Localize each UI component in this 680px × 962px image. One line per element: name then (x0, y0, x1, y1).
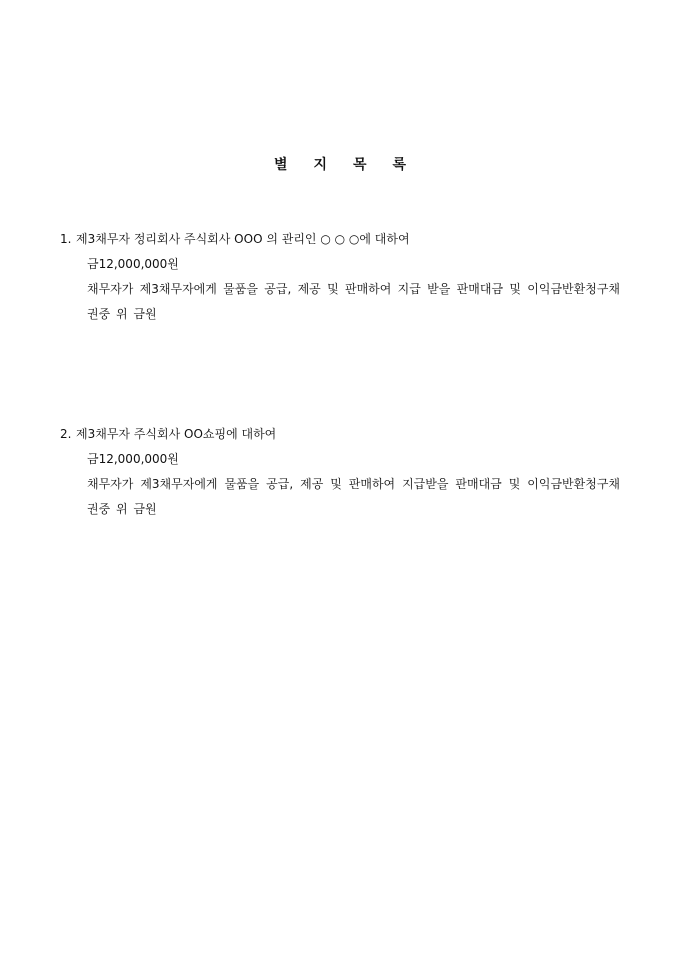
list-item (60, 227, 620, 327)
item-amount: 금12,000,000원 (87, 257, 179, 271)
document-title: 별지목록 (273, 157, 433, 173)
item-heading-text: 제3채무자 정리회사 주식회사 OOO 의 관리인 ○ ○ ○에 대하여 (76, 232, 410, 246)
item-amount: 금12,000,000원 (87, 452, 179, 466)
item-number: 1. (60, 232, 72, 246)
item-heading (60, 227, 620, 252)
item-number: 2. (60, 427, 72, 441)
item-heading-text: 제3채무자 주식회사 OO쇼핑에 대하여 (76, 427, 277, 441)
item-description: 채무자가 제3채무자에게 물품을 공급, 제공 및 판매하여 지급 받을 판매대금 및 이익금반환청구채권중 위 금원 (87, 282, 620, 321)
list-item (60, 422, 620, 522)
item-description: 채무자가 제3채무자에게 물품을 공급, 제공 및 판매하여 지급받을 판매대금 및 이익금반환청구채권중 위 금원 (87, 477, 620, 516)
item-heading (60, 422, 620, 447)
